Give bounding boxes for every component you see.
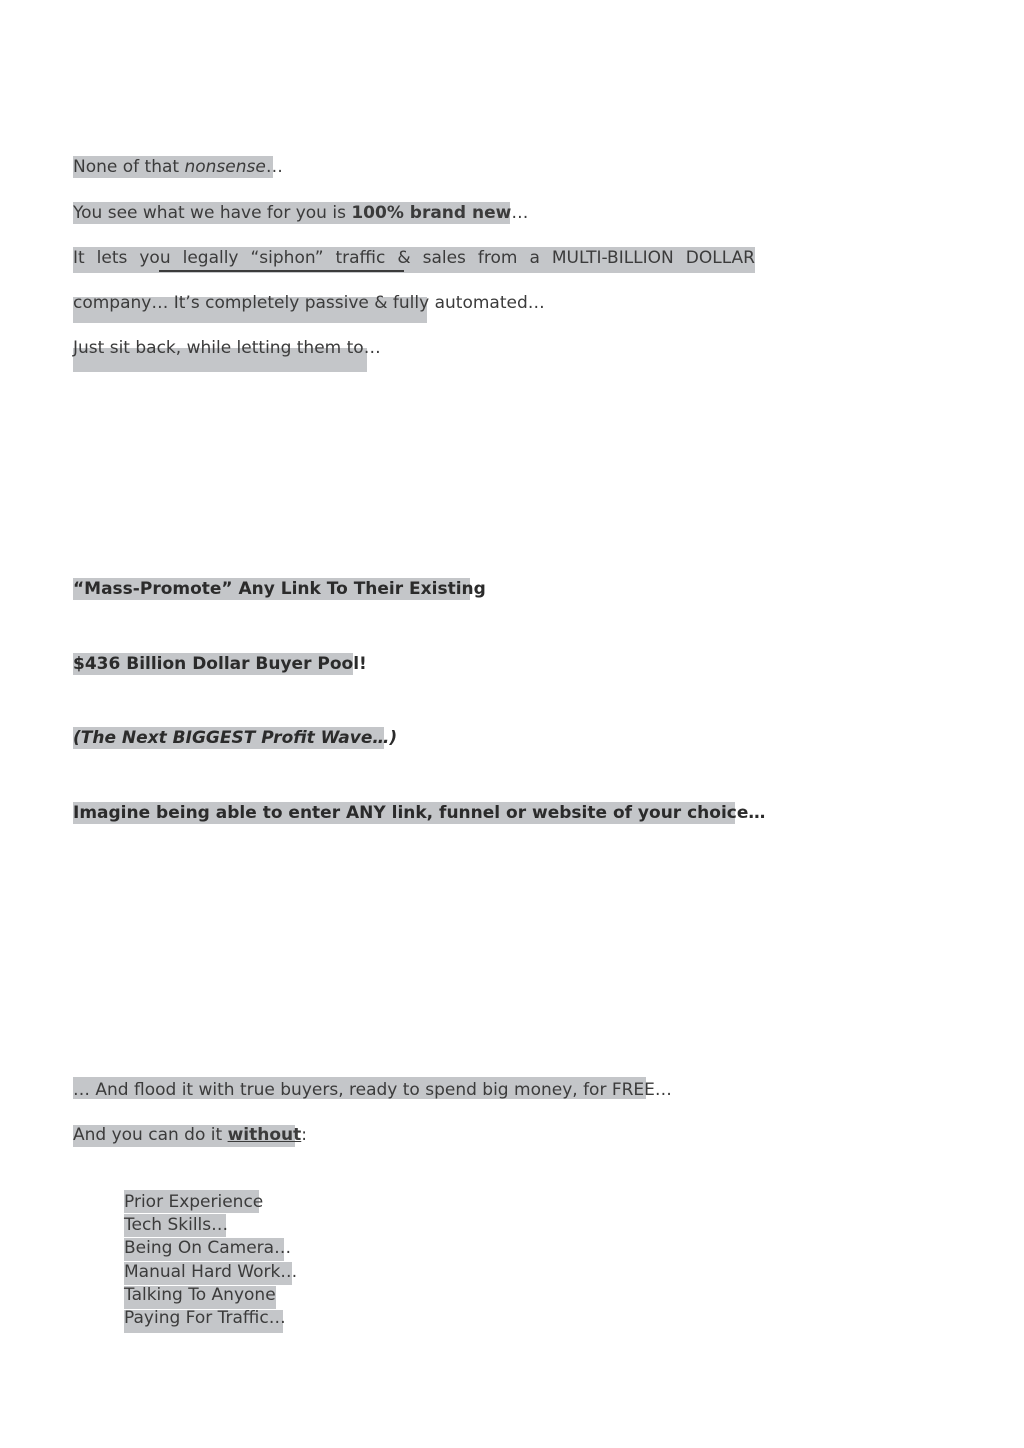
underline-siphon bbox=[159, 270, 404, 272]
paragraph-siphon-line-1: It lets you legally “siphon” traffic & sales from a MULTI-BILLION DOLLAR bbox=[73, 248, 755, 268]
heading-imagine: Imagine being able to enter ANY link, funnel or website of your choice… bbox=[73, 803, 766, 823]
list-item: Prior Experience bbox=[124, 1192, 264, 1212]
text-pre: You see what we have for you is bbox=[73, 203, 352, 223]
list-item: Being On Camera… bbox=[124, 1238, 292, 1259]
text-post: : bbox=[301, 1125, 307, 1145]
text-italic: nonsense bbox=[184, 157, 266, 177]
text-bold-underline: without bbox=[227, 1125, 302, 1145]
text-pre: None of that bbox=[73, 157, 185, 177]
list-item: Paying For Traffic… bbox=[124, 1308, 286, 1329]
list-item: Manual Hard Work… bbox=[124, 1261, 298, 1282]
list-item: Talking To Anyone bbox=[124, 1284, 276, 1305]
paragraph-flood: … And flood it with true buyers, ready to spend big money, for FREE… bbox=[73, 1080, 672, 1100]
text-post: … bbox=[511, 203, 529, 223]
paragraph-without bbox=[73, 1124, 307, 1146]
heading-profit-wave: (The Next BIGGEST Profit Wave…) bbox=[73, 728, 398, 748]
heading-buyer-pool: $436 Billion Dollar Buyer Pool! bbox=[73, 654, 367, 674]
without-list bbox=[124, 1191, 297, 1330]
paragraph-siphon-line-3: Just sit back, while letting them to… bbox=[73, 338, 381, 358]
heading-mass-promote: “Mass-Promote” Any Link To Their Existing bbox=[73, 579, 486, 599]
list-item: Tech Skills… bbox=[124, 1215, 229, 1236]
paragraph-brand-new bbox=[73, 202, 528, 224]
paragraph-siphon-line-2: company… It’s completely passive & fully automated… bbox=[73, 293, 545, 313]
text-pre: And you can do it bbox=[73, 1125, 228, 1145]
text-bold: 100% brand new bbox=[351, 203, 512, 223]
text-post: … bbox=[265, 157, 283, 177]
paragraph-nonsense bbox=[73, 156, 283, 178]
